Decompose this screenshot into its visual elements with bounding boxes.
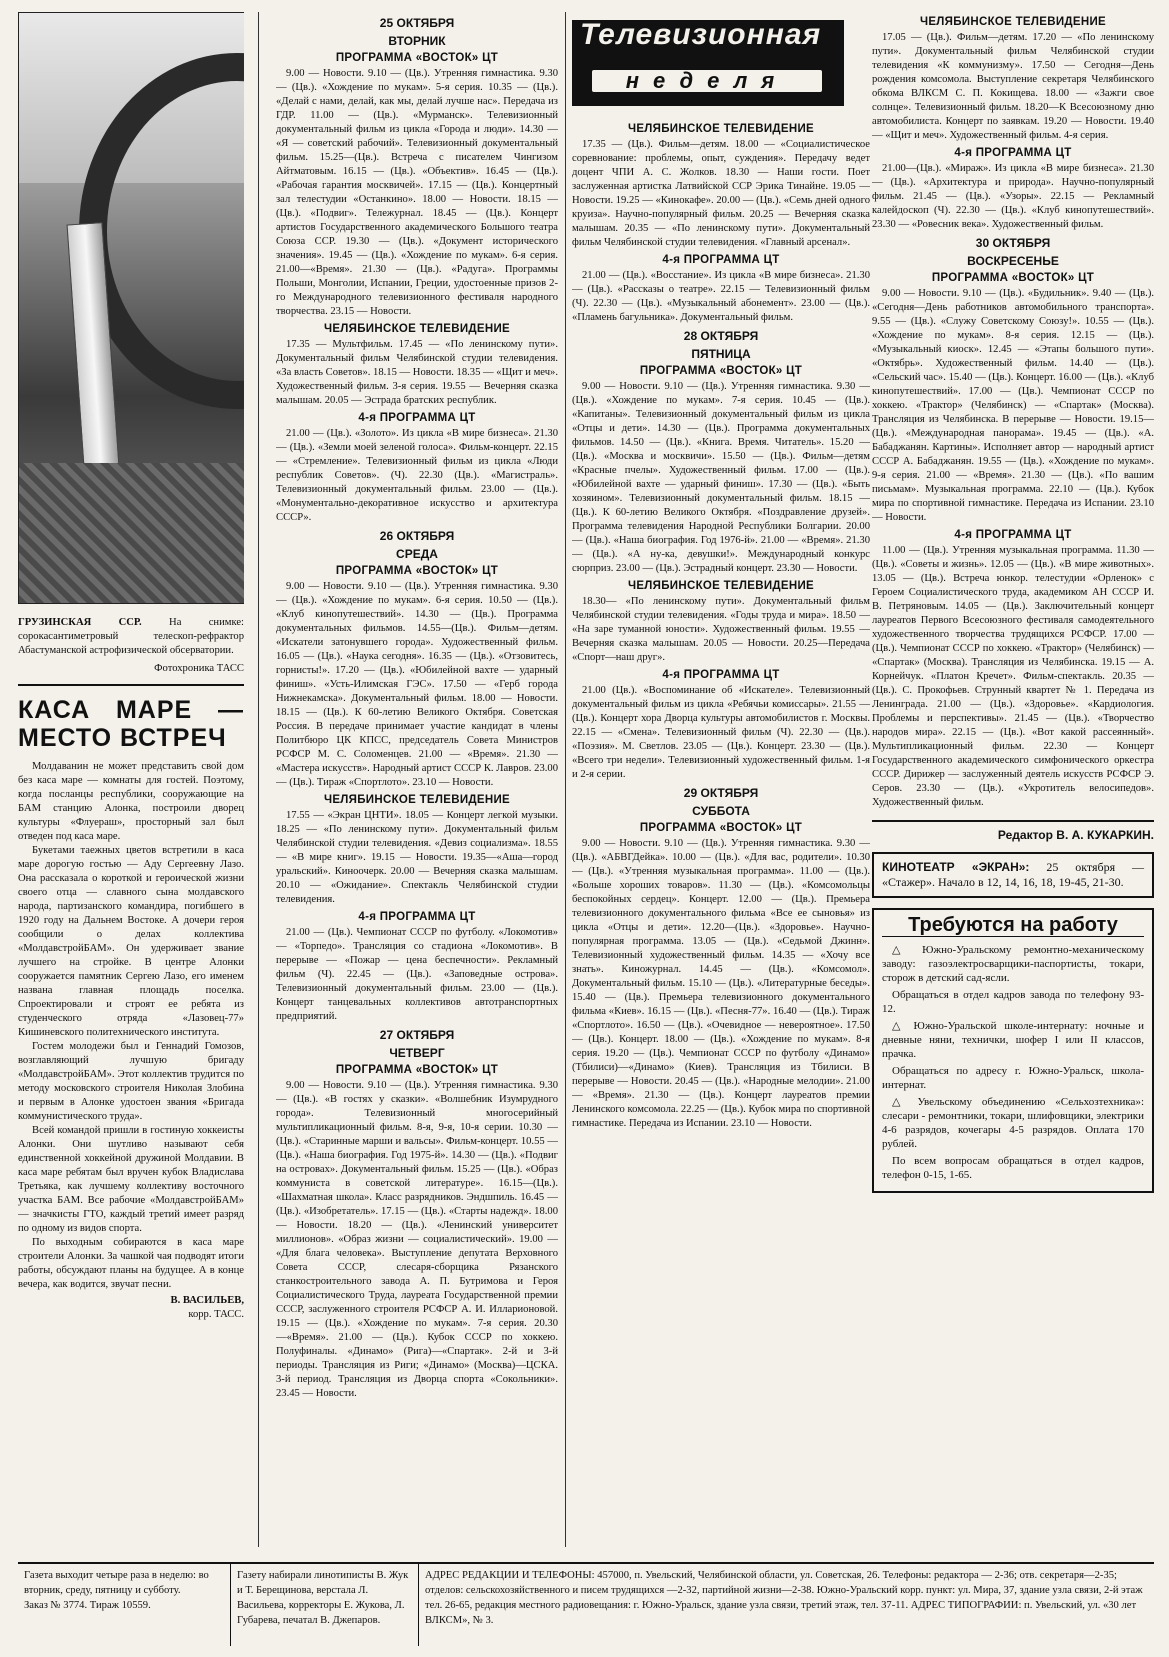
masthead-line2: неделя	[592, 70, 822, 92]
caption-credit: Фотохроника ТАСС	[154, 663, 244, 674]
program-heading: ПРОГРАММА «ВОСТОК» ЦТ	[931, 272, 1095, 284]
footer-staff: Газету набирали линотиписты В. Жук и Т. Берещинова, верстала Л. Васильева, корректоры Е. Жукова, Л. Губарева, печатал В. Джепаров.	[231, 1564, 419, 1646]
program-listing: 11.00 — (Цв.). Утренняя музыкальная программа. 11.30 — (Цв.). «Советы и жизнь». 12.05 — (Цв.). «В мире животных». 13.05 — (Цв.). Встреча юнкор. телестудии «Орленок» с Героем Социалистического труда, академиком АН СССР И. В. Петряновым. 14.05 — (Цв.). Заключительный концерт лауреатов Первого Всесоюзного фестиваля самодеятельного художественного творчества трудящихся РСФСР. 17.00 — (Цв.). Чемпионат СССР по хоккею. «Трактор» (Челябинск) — «Спартак» (Москва). Трансляция из Челябинска. 19.15 — А. Корнейчук. «Платон Кречет». Фильм-спектакль. 20.35 — (Цв.). С. Прокофьев. Струнный квартет № 1. Передача из Ленинграда. 21.00 — (Цв.). «Здоровье». «Кардиология. Проблемы и перспективы». 21.45 — (Цв.). «Творчество народов мира». 22.15 — (Цв.). «Вот какой рассеянный». Мультипликационный фильм. 22.30 — Концерт Государственного академического симфонического оркестра СССР. Дирижер — заслуженный деятель искусств РСФСР Э. Серов. 23.30 — (Цв.). «Укротитель велосипедов». Художественный фильм.	[872, 545, 1154, 808]
photo-caption	[18, 616, 244, 676]
day-weekday: СУББОТА	[692, 804, 750, 818]
jobs-title: Требуются на работу	[882, 918, 1144, 937]
program-heading: ПРОГРАММА «ВОСТОК» ЦТ	[335, 52, 499, 64]
day-date: 26 ОКТЯБРЯ	[379, 529, 455, 543]
day-date: 27 ОКТЯБРЯ	[379, 1028, 455, 1042]
footer-schedule: Газета выходит четыре раза в неделю: во вторник, среду, пятницу и субботу.	[24, 1570, 209, 1596]
program-listing: 9.00 — Новости. 9.10 — (Цв.). Утренняя гимнастика. 9.30 — (Цв.). «Хождение по мукам». 5-я серия. 10.35 — (Цв.). «Делай с нами, делай, как мы, делай лучше нас». Передача из ГДР. 11.00 — (Цв.). «Мурманск». Телевизионный документальный фильм из цикла «Города и люди». 14.30 — «Я — советский рабочий». Телевизионный документальный фильм. 15.25—(Цв.). Встреча с писателем Чингизом Айтматовым. 16.15 — (Цв.). «Объектив». 16.45 — (Цв.). «Рабочая гарантия москвичей». 17.15 — (Цв.). Концертный зал телестудии «Останкино». 18.00 — Новости. 18.15 — (Цв.). «Подвиг». Тележурнал. 18.45 — (Цв.). Концерт артистов Государственного академического Большого театра Союза ССР. 19.30 — (Цв.). «Документ исторического значения». 19.45 — (Цв.). «Хождение по мукам». 6-я серия. 21.00—«Время». 21.30 — (Цв.). «Радуга». Программы Польши, Монголии, Испании, Греции, удостоенные призов 2-го Международного телевизионного фестиваля народного творчества. 23.15 — Новости.	[276, 68, 558, 317]
program-listing: 9.00 — Новости. 9.10 — (Цв.). Утренняя гимнастика. 9.30 — (Цв.). «В гостях у сказки». «Волшебник Изумрудного города». Телевизионный многосерийный мультипликационный фильм. 8-я, 9-я, 10-я серии. 10.30 — (Цв.). «Старинные марши и вальсы». Фильм-концерт. 10.55 — (Цв.). «Наша биография. Год 1975-й». 14.30 — (Цв.). «Подвиг на островах». Документальный фильм. 15.25 — (Цв.). «Образ коммуниста в советской литературе». 16.15—(Цв.). «Шахматная школа». Класс разрядников. Эндшпиль. 16.45 — (Цв.). «Изобретатель». 17.15 — (Цв.). «Старты надежд». 18.00 — Новости. 18.20 — (Цв.). «Ленинский университет миллионов». «Образ жизни — социалистический». 19.00 — «Для блага человека». Выступление депутата Верховного Совета СССР, слесаря-сборщика Рязанского станкостроительного завода А. П. Бутримова и Героя Социалистического Труда, лауреата Государственной премии СССР, заслуженного строителя РСФСР А. И. Илларионовой. 19.15 — (Цв.). «Хождение по мукам». 7-я серия. 20.30—«Время». 21.00 — (Цв.). Кубок СССР по хоккею. Полуфиналы. «Динамо» (Рига)—«Спартак». 2-й и 3-й периоды. Трансляция из Риги; «Динамо» (Москва)—ЦСКА. 3-й период. Трансляция из Дворца спорта «Сокольники». 23.45 — Новости.	[276, 1080, 558, 1399]
schedule-column-2	[276, 12, 558, 1552]
left-column	[18, 12, 244, 1552]
program-heading: ПРОГРАММА «ВОСТОК» ЦТ	[335, 565, 499, 577]
program-listing: 21.00 — (Цв.). «Восстание». Из цикла «В мире бизнеса». 21.30 — (Цв.). «Рассказы о театре». 22.15 — Телевизионный фильм (Ч). 22.30 — (Цв.). «Музыкальный абонемент». 23.00 — (Цв.). «Пламень багульника». Документальный фильм.	[572, 270, 870, 323]
article-title: КАСА МАРЕ — МЕСТО ВСТРЕЧ	[18, 696, 244, 752]
program-listing: 9.00 — Новости. 9.10 — (Цв.). «Будильник». 9.40 — (Цв.). «Сегодня—День работников автомобильного транспорта». 9.55 — (Цв.). «Служу Советскому Союзу!». 10.55 — (Цв.). «Хождение по мукам». 8-я серия. 12.15 — (Цв.). «Музыкальный киоск». 12.45 — «Этапы большого пути». «Октябрь». Художественный фильм. 14.40 — (Цв.). «Сельский час». 15.40 — (Цв.). Концерт. 16.00 — (Цв.). «Клуб кинопутешествий». 17.00 — (Цв.). Чемпионат СССР по хоккею. «Трактор» (Челябинск) — «Спартак» (Москва). Трансляция из Челябинска. В перерыве — Новости. 19.15—(Цв.). «Международная панорама». 19.45 — (Цв.). «А. Бабаджанян. Картины». Исполняет автор — народный артист СССР А. Бабаджанян. 19.55 — (Цв.). «Хождение по мукам». 9-я серия. 21.00 — «Время». 21.30 — (Цв.). «По вашим письмам». Музыкальная программа. 22.10 — (Цв.). Кубок мира по спортивной гимнастике. Передача из Испании. 23.10 — Новости.	[872, 288, 1154, 523]
day-date: 29 ОКТЯБРЯ	[683, 786, 759, 800]
program-heading: 4-я ПРОГРАММА ЦТ	[662, 669, 780, 681]
masthead-line1: Телевизионная	[580, 18, 822, 51]
article-paragraph: Молдаванин не может представить свой дом без каса маре — комнаты для гостей. Поэтому, когда посланцы республики, сооружающие на БАМ станцию Алонка, построили дворец культуры «Флуераш», просторный зал был отведен под каса маре.	[18, 761, 244, 842]
program-listing: 17.05 — (Цв.). Фильм—детям. 17.20 — «По ленинскому пути». Документальный фильм Челябинской студии телевидения «К коммунизму». 17.50 — Сегодня—День рождения комсомола. Выступление секретаря Челябинского обкома ВЛКСМ С. П. Кокищева. 18.00 — «Зажги свое солнце». Телевизионный фильм. 18.20—К Всесоюзному дню автомобилиста. Концерт по заявкам. 19.20 — Новости. 19.40 — «Щит и меч». Художественный фильм. 4-я серия.	[872, 32, 1154, 141]
day-weekday: ПЯТНИЦА	[691, 347, 751, 361]
article-author: В. ВАСИЛЬЕВ,	[170, 1295, 244, 1306]
day-weekday: ВТОРНИК	[388, 34, 446, 48]
program-heading: ЧЕЛЯБИНСКОЕ ТЕЛЕВИДЕНИЕ	[919, 16, 1107, 28]
day-date: 28 ОКТЯБРЯ	[683, 329, 759, 343]
program-listing: 18.30— «По ленинскому пути». Документальный фильм Челябинской студии телевидения. «Годы труда и мира». 18.50 — «На заре туманной юности». Художественный фильм. 19.55 — Вечерняя сказка малышам. 20.05 — Новости. 20.25—Передача «Спорт—наш друг».	[572, 596, 870, 663]
job-item: △ Увельскому объединению «Сельхозтехника»: слесари - ремонтники, токари, шлифовщики, электрики 4-6 разрядов, кочегары 4-5 разрядов. Оплата 170 рублей.	[882, 1096, 1144, 1150]
program-listing: 21.00 — (Цв.). Чемпионат СССР по футболу. «Локомотив» — «Торпедо». Трансляция со стадиона «Локомотив». В перерыве — «Пожар — цена беспечности». Рекламный фильм (Ч). 22.45 — (Цв.). «Заповедные острова». Телевизионный документальный фильм. 23.00 — (Цв.). Концерт танцевальных коллективов автотранспортных предприятий.	[276, 927, 558, 1022]
program-heading: ПРОГРАММА «ВОСТОК» ЦТ	[335, 1064, 499, 1076]
program-listing: 9.00 — Новости. 9.10 — (Цв.). Утренняя гимнастика. 9.30 — (Цв.). «Хождение по мукам». 6-я серия. 10.50 — (Цв.). «Клуб кинопутешествий». 14.30 — (Цв.). Программа документальных фильмов. 14.55—(Цв.). Фильм—детям. «Искатели затонувшего города». Художественный фильм. 16.05 — (Цв.). «Наука сегодня». 16.35 — (Цв.). «Отзовитесь, горнисты!». 17.20 — (Цв.). «Юбилейной вахте — ударный финиш». «Усть-Илимская ГЭС». 17.50 — «Герб города Нижнекамска». Документальный фильм. 18.00 — Новости. 18.15 — (Цв.). К 60-летию Великого Октября. Советская Россия. В передаче принимает участие кандидат в члены Политбюро ЦК КПСС, председатель Совета Министров РСФСР М. С. Соломенцев. 21.00 — «Время». 21.30 — «Мастера искусств». Народный артист СССР К. Лавров. 23.00 — (Цв.). Тираж «Спортлото». 23.10 — Новости.	[276, 581, 558, 788]
day-weekday: СРЕДА	[396, 547, 438, 561]
cinema-notice	[872, 852, 1154, 898]
program-heading: 4-я ПРОГРАММА ЦТ	[358, 412, 476, 424]
cinema-title: КИНОТЕАТР «ЭКРАН»:	[882, 860, 1030, 874]
program-listing: 9.00 — Новости. 9.10 — (Цв.). Утренняя гимнастика. 9.30 — (Цв.). «Хождение по мукам». 7-я серия. 10.45 — (Цв.). «Капитаны». Телевизионный документальный фильм из цикла «Отцы и дети». 14.30 — (Цв.). Программа документальных фильмов. 14.50 — (Цв.). «Книга. Время. Читатель». 15.20 — (Цв.). «Москва и москвичи». 15.50 — (Цв.). Фильм—детям «Красные пчелы». Художественный фильм. 17.00 — (Цв.). «Юбилейной вахте — ударный финиш». 17.30 — (Цв.). «Быть хозяином». Телевизионный документальный фильм. 18.15 — (Цв.). К 60-летию Великого Октября. «Поздравление друзей». Программа телевидения Народной Республики Болгарии. 20.00 — (Цв.). «Наша биография. Год 1976-й». 21.00 — «Время». 21.30 — (Цв.). «А ну-ка, девушки!». Международный конкурс сюрприз. 23.00 — (Цв.). Эстрадный концерт. 23.30 — Новости.	[572, 381, 870, 574]
program-listing: 17.55 — «Экран ЦНТИ». 18.05 — Концерт легкой музыки. 18.25 — «По ленинскому пути». Документальный фильм Челябинской студии телевидения. «Девиз социализма». 18.55 — «В мире книг». 19.15 — Новости. 19.35—«Аша—город уральский». Киноочерк. 20.00 — Вечерняя сказка малышам. 20.10 — «Ожидание». Спектакль Челябинской студии телевидения.	[276, 810, 558, 905]
imprint-footer	[18, 1562, 1154, 1646]
divider	[18, 684, 244, 686]
day-date: 30 ОКТЯБРЯ	[975, 236, 1051, 250]
job-item: △ Южно-Уральской школе-интернату: ночные и дневные няни, технички, шофер I или II классов, прачка.	[882, 1020, 1144, 1060]
program-listing: 21.00—(Цв.). «Мираж». Из цикла «В мире бизнеса». 21.30 — (Цв.). «Архитектура и природа». Научно-популярный фильм. 21.45 — (Цв.). «Узоры». 22.15 — Рекламный калейдоскоп (Ч). 22.30 — (Цв.). «Клуб кинопутешествий». 23.30 — «Ровесник века». Художественный фильм.	[872, 163, 1154, 230]
tv-week-masthead	[572, 20, 844, 106]
program-heading: 4-я ПРОГРАММА ЦТ	[954, 529, 1072, 541]
program-heading: ЧЕЛЯБИНСКОЕ ТЕЛЕВИДЕНИЕ	[323, 794, 511, 806]
job-item: Обращаться в отдел кадров завода по телефону 93-12.	[882, 989, 1144, 1015]
editor-signature: Редактор В. А. КУКАРКИН.	[872, 820, 1154, 842]
article-author-role: корр. ТАСС.	[188, 1309, 244, 1320]
footer-publication	[18, 1564, 231, 1646]
article-paragraph: По выходным собираются в каса маре строители Алонки. За чашкой чая подводят итоги работы, обсуждают планы на будущее. А в конце вечера, как водится, звучат песни.	[18, 1237, 244, 1290]
program-listing: 17.35 — Мультфильм. 17.45 — «По ленинскому пути». Документальный фильм Челябинской студии телевидения. «За власть Советов». 18.15 — Новости. 18.35 — «Щит и меч». Художественный фильм. 3-я серия. 19.55 — Вечерняя сказка малышам. 20.05 — Эстрада братских республик.	[276, 339, 558, 406]
schedule-column-4	[872, 12, 1154, 1552]
schedule-column-3	[572, 12, 870, 1552]
program-heading: ЧЕЛЯБИНСКОЕ ТЕЛЕВИДЕНИЕ	[323, 323, 511, 335]
day-weekday: ЧЕТВЕРГ	[389, 1046, 445, 1060]
photo-mount-base	[19, 463, 244, 603]
program-heading: 4-я ПРОГРАММА ЦТ	[662, 254, 780, 266]
cinema-text: 25 октября — «Стажер». Начало в 12, 14, 16, 18, 19-45, 21-30.	[882, 860, 1145, 889]
caption-region: ГРУЗИНСКАЯ ССР.	[18, 617, 142, 628]
job-item: △ Южно-Уральскому ремонтно-механическому заводу: газоэлектросварщики-паспортисты, токари, сторож в детский сад-ясли.	[882, 944, 1144, 984]
program-listing: 21.00 (Цв.). «Воспоминание об «Искателе». Телевизионный документальный фильм из цикла «Ребячьи комиссары». 21.55 — (Цв.). Концерт хора Дворца культуры автомобилистов г. Москвы. 22.15 — «Смена». Телевизионный фильм (Ч). 22.30 — (Цв.). «Поэзия». М. Светлов. 23.05 — (Цв.). Концерт. 23.30 — (Цв.). «Всего три недели». Телевизионный художественный фильм. 1-я и 2-я серии.	[572, 685, 870, 780]
program-heading: ЧЕЛЯБИНСКОЕ ТЕЛЕВИДЕНИЕ	[627, 123, 815, 135]
program-listing: 21.00 — (Цв.). «Золото». Из цикла «В мире бизнеса». 21.30 — (Цв.). «Земли моей зеленой голоса». Фильм-концерт. 22.15 — «Стремление». Телевизионный фильм из цикла «Люди республик Советов». (Ч). 22.30 (Цв.). «Магистраль». Телевизионный документальный фильм. 23.00 — (Цв.). «Монументально-декоративное искусство и архитектура СССР».	[276, 428, 558, 523]
footer-order: Заказ № 3774. Тираж 10559.	[24, 1600, 151, 1611]
program-listing: 9.00 — Новости. 9.10 — (Цв.). Утренняя гимнастика. 9.30 — (Цв.). «АБВГДейка». 10.00 — (Цв.). «Для вас, родители». 10.30 — (Цв.). «Утренняя музыкальная программа». 11.00 — (Цв.). «Больше хороших товаров». 11.30 — (Цв.). «Комсомольцы беспокойных сердец». Концерт. 12.00 — (Цв.). Премьера телевизионного документального фильма «Все ее сыновья» из цикла «Отцы и дети». 12.20—(Цв.). «Здоровье». Научно-популярная программа. 13.05 — (Цв.). «Седьмой Джинн». Телевизионный художественный фильм. 14.35 — «Хочу все знать». Киножурнал. 14.45 — (Цв.). «Комсомол». Документальный фильм. 15.10 — (Цв.). «Литературные беседы». 15.40 — (Цв.). Премьера телевизионного документального фильма «Киев». 16.15 — (Цв.). «Песня-77». 16.40 — (Цв.). Тираж «Спортлото». 16.50 — (Цв.). «Очевидное — невероятное». 17.50 — (Цв.). Концерт. 18.00 — (Цв.). «Хождение по мукам». 8-я серия. 19.20 — (Цв.). Чемпионат СССР по футболу «Динамо» (Тбилиси)—«Динамо» (Киев). Трансляция из Тбилиси. В перерыве — Новости. 20.45 — (Цв.). «Народные мелодии». 21.00 — «Время». 21.30 — (Цв.). Концерт лауреатов премии Ленинского комсомола. 22.25 — (Цв.). Кубок мира по спортивной гимнастике. Передача из Испании. 23.10 — Новости.	[572, 838, 870, 1129]
program-heading: ЧЕЛЯБИНСКОЕ ТЕЛЕВИДЕНИЕ	[627, 580, 815, 592]
jobs-notice	[872, 908, 1154, 1193]
footer-address: АДРЕС РЕДАКЦИИ И ТЕЛЕФОНЫ: 457000, п. Увельский, Челябинской области, ул. Советская, 26. Телефоны: редактора — 2-36; отв. секретаря—2-35; отделов: сельскохозяйственного и писем трудящихся —2-32, партийной жизни—2-38. Южно-Уральский корр. пункт: ул. Мира, 37, здание узла связи, 2-й этаж тел. 26-65, редакция местного радиовещания: г. Южно-Уральск, здание узла связи, третий этаж, тел. 37-11. АДРЕС ТИПОГРАФИИ: п. Увельский, ул. «30 лет ВЛКСМ», № 3.	[425, 1570, 1143, 1626]
program-heading: 4-я ПРОГРАММА ЦТ	[954, 147, 1072, 159]
job-item: По всем вопросам обращаться в отдел кадров, телефон 0-15, 1-65.	[882, 1155, 1144, 1181]
article-paragraph: Гостем молодежи был и Геннадий Гомозов, возглавляющий лучшую бригаду «МолдавстройБАМ». Этот коллектив трудится по методу московского строителя Николая Злобина и первым в Алонке удостоен звания «Бригада коммунистического труда».	[18, 1041, 244, 1122]
column-rule	[258, 12, 259, 1547]
program-heading: 4-я ПРОГРАММА ЦТ	[358, 911, 476, 923]
program-listing: 17.35 — (Цв.). Фильм—детям. 18.00 — «Социалистическое соревнование: проблемы, опыт, суждения». Передачу ведет доцент ЧПИ А. С. Жолков. 18.30 — Наши гости. Поет заслуженная артистка Латвийской ССР Эрика Тинайне. 19.05 — Новости. 19.25 — «Кинокафе». 20.00 — (Цв.). «Семь дней одного круиза». Научно-популярный фильм. 20.25 — Вечерняя сказка малышам. 20.35 — «По ленинскому пути». Документальный фильм Челябинской студии телевидения. «Главный арсенал».	[572, 139, 870, 248]
article-paragraph: Букетами таежных цветов встретили в каса маре дорогую гостью — Аду Сергеевну Лазо. Она рассказала о короткой и героической жизни своего отца — славного сына молдавского народа, партизанского командира, погибшего в 1920 году на Дальнем Востоке. А дочери героя сообщили о делах коллектива «МолдавстройБАМ». Он удерживает звание лучшего на стройке. В центре Алонки сооружается памятник Сергею Лазо, его именем названа главная площадь поселка. Спроектировали и строят ее ребята из студенческого отряда «Лазовец-77» Кишиневского политехнического института.	[18, 845, 244, 1038]
program-heading: ПРОГРАММА «ВОСТОК» ЦТ	[639, 365, 803, 377]
telescope-photo	[18, 12, 244, 604]
article-paragraph: Всей командой пришли в гостиную хоккеисты Алонки. Они шутливо называют себя единственной хоккейной дружиной Молдавии. В каса маре ребятам был вручен кубок Владислава Третьяка, как лучшему коллективу восточного участка БАМ. Все рабочие «МолдавстройБАМ» — значкисты ГТО, каждый третий имеет разряд по одному из видов спорта.	[18, 1125, 244, 1234]
column-rule	[565, 12, 566, 1547]
day-date: 25 ОКТЯБРЯ	[379, 16, 455, 30]
day-weekday: ВОСКРЕСЕНЬЕ	[967, 254, 1059, 268]
program-heading: ПРОГРАММА «ВОСТОК» ЦТ	[639, 822, 803, 834]
caption-text: На снимке: сорокасантиметровый телескоп-рефрактор Абастуманской астрофизической обсерватории.	[18, 617, 244, 656]
job-item: Обращаться по адресу г. Южно-Уральск, школа-интернат.	[882, 1065, 1144, 1091]
